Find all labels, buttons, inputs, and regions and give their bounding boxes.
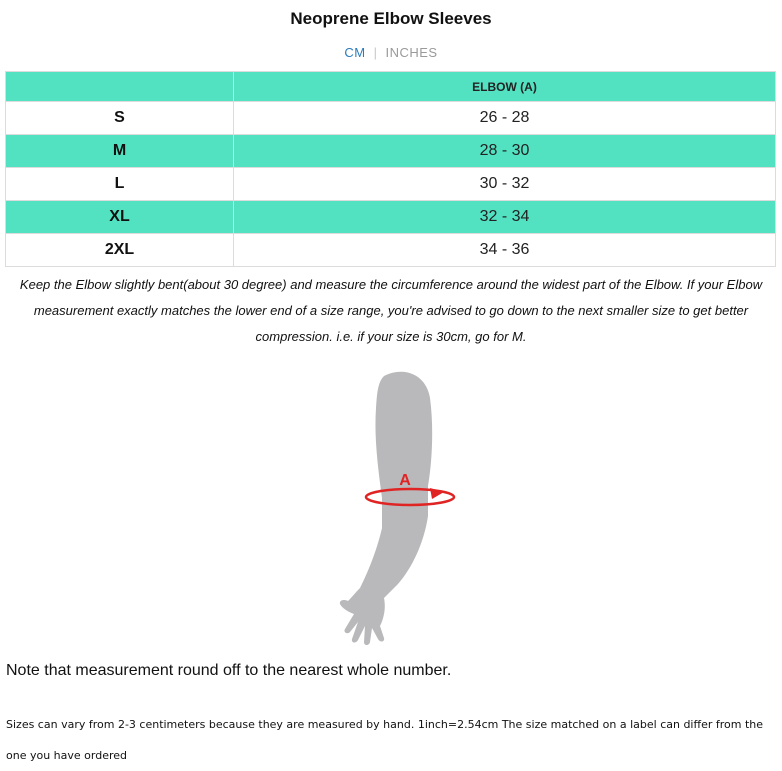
size-chart-table — [5, 71, 776, 267]
elbow-column-header: ELBOW (A) — [234, 72, 776, 102]
table-row — [6, 102, 776, 135]
table-row — [6, 168, 776, 201]
size-cell: M — [6, 135, 234, 168]
measurement-instructions: Keep the Elbow slightly bent(about 30 degree) and measure the circumference around the widest part of the Elbow. If your Elbow measurement exactly matches the lower end of a size range, you're advised to go down to the next smaller size to get better compression. i.e. if your size is 30cm, go for M. — [19, 277, 763, 344]
arm-measurement-icon — [300, 368, 480, 648]
size-cell: L — [6, 168, 234, 201]
table-row — [6, 201, 776, 234]
marker-label: A — [399, 472, 411, 489]
table-header-row — [6, 72, 776, 102]
page-title: Neoprene Elbow Sleeves — [290, 9, 492, 28]
size-cell: XL — [6, 201, 234, 234]
rounding-note: Note that measurement round off to the nearest whole number. — [6, 662, 452, 679]
unit-toggle — [0, 45, 782, 60]
table-row — [6, 234, 776, 267]
size-disclaimer: Sizes can vary from 2-3 centimeters because they are measured by hand. 1inch=2.54cm The size matched on a label can differ from the one you have ordered — [6, 718, 763, 762]
size-cell: S — [6, 102, 234, 135]
size-cell: 2XL — [6, 234, 234, 267]
elbow-range-cell: 26 - 28 — [234, 102, 776, 135]
unit-inches-tab[interactable]: INCHES — [385, 45, 438, 60]
elbow-range-cell: 30 - 32 — [234, 168, 776, 201]
elbow-range-cell: 32 - 34 — [234, 201, 776, 234]
unit-separator: | — [373, 45, 378, 60]
arm-silhouette — [340, 372, 432, 645]
elbow-range-cell: 28 - 30 — [234, 135, 776, 168]
unit-cm-tab[interactable]: CM — [344, 45, 366, 60]
size-column-header — [6, 72, 234, 102]
table-row — [6, 135, 776, 168]
elbow-range-cell: 34 - 36 — [234, 234, 776, 267]
